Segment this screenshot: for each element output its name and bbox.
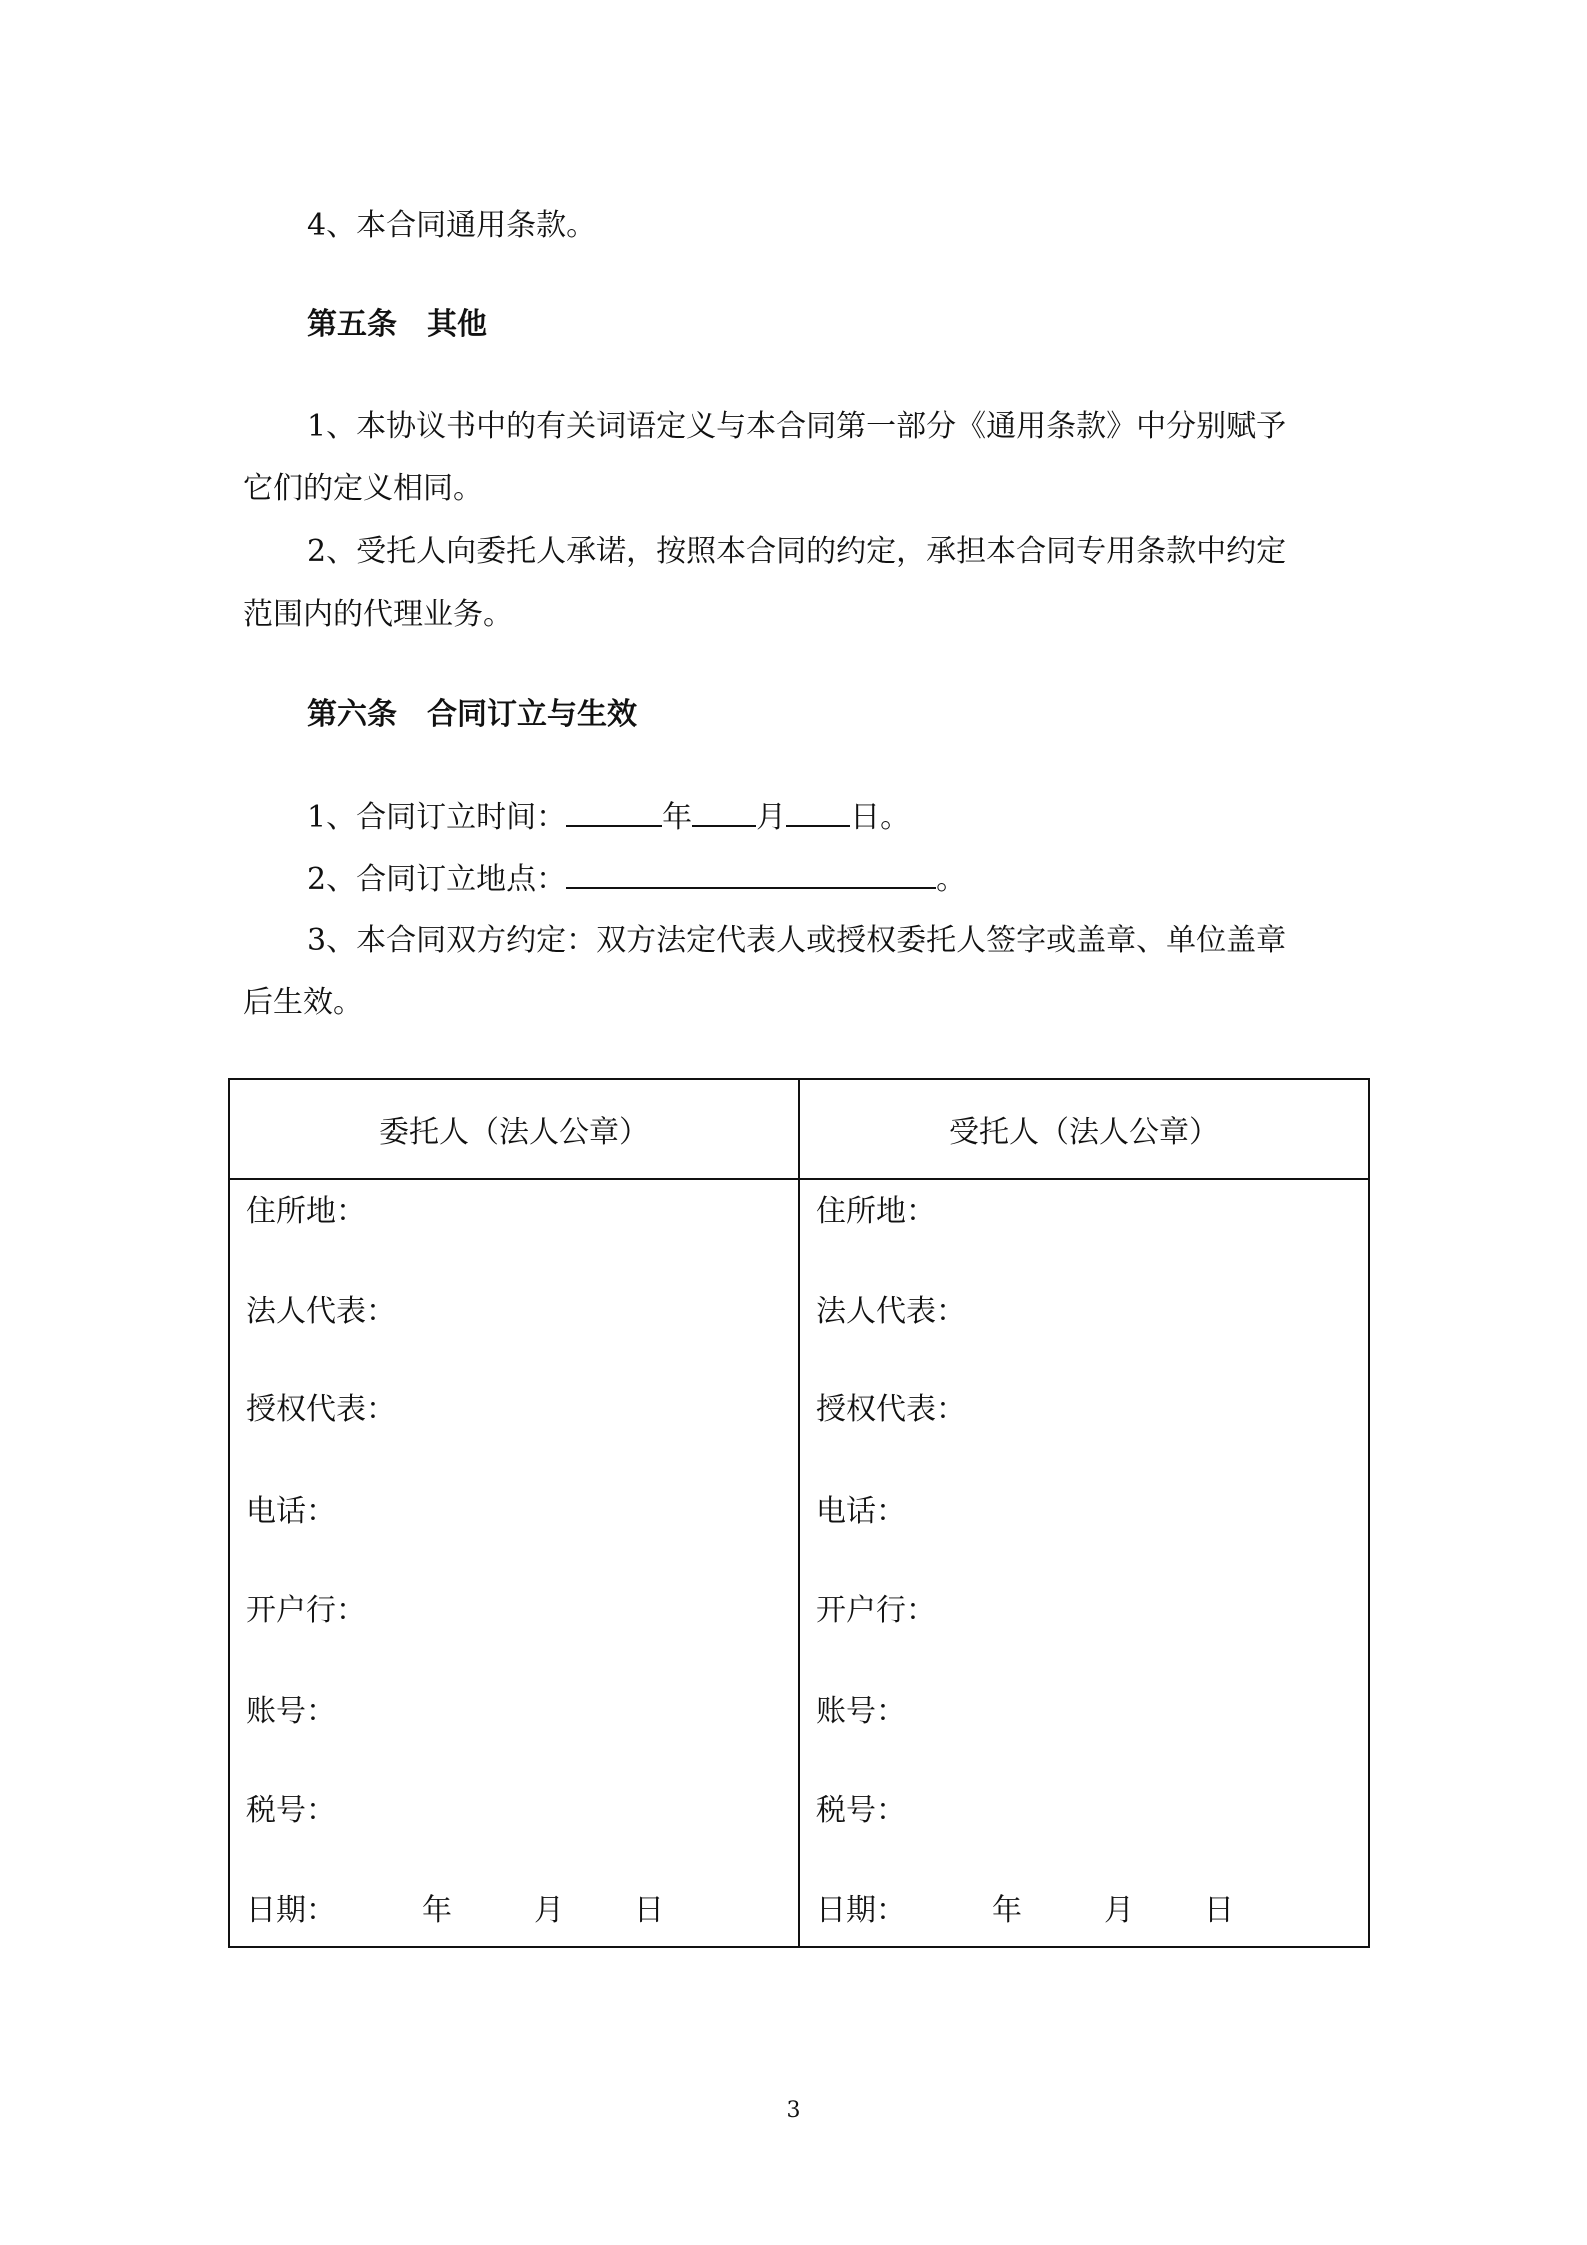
principal-info-cell xyxy=(229,1179,799,1947)
article-6-para-2 xyxy=(307,857,966,901)
agent-date-label: 日期： xyxy=(816,1893,906,1928)
article-6-para-3-line-1: 3、本合同双方约定：双方法定代表人或授权委托人签字或盖章、单位盖章 xyxy=(307,923,1287,958)
day-blank[interactable] xyxy=(786,795,850,827)
principal-date-month: 月 xyxy=(534,1893,564,1928)
place-suffix: 。 xyxy=(936,862,967,897)
agent-date-year: 年 xyxy=(992,1893,1022,1928)
agent-date-day: 日 xyxy=(1204,1893,1234,1928)
agent-account-label: 账号： xyxy=(816,1694,906,1729)
day-unit: 日。 xyxy=(850,800,911,835)
place-blank[interactable] xyxy=(566,857,936,889)
principal-bank-label: 开户行： xyxy=(246,1593,366,1628)
agent-header: 受托人（法人公章） xyxy=(799,1079,1369,1179)
principal-tax-id-label: 税号： xyxy=(246,1793,336,1828)
article-6-para-3-line-2: 后生效。 xyxy=(243,985,363,1020)
principal-date-label: 日期： xyxy=(246,1893,336,1928)
agent-legal-rep-label: 法人代表： xyxy=(816,1294,966,1329)
contract-place-label: 2、合同订立地点： xyxy=(307,862,567,897)
article-5-para-2-line-2: 范围内的代理业务。 xyxy=(243,597,513,632)
article-6-para-1 xyxy=(307,795,910,839)
principal-address-label: 住所地： xyxy=(246,1194,366,1229)
article-5-para-1-line-2: 它们的定义相同。 xyxy=(243,471,483,506)
principal-account-label: 账号： xyxy=(246,1694,336,1729)
agent-info-cell xyxy=(799,1179,1369,1947)
principal-legal-rep-label: 法人代表： xyxy=(246,1294,396,1329)
article-5-title: 第五条 其他 xyxy=(307,307,487,342)
principal-date-day: 日 xyxy=(634,1893,664,1928)
principal-authorized-rep-label: 授权代表： xyxy=(246,1392,396,1427)
principal-date-row xyxy=(246,1891,664,1931)
year-unit: 年 xyxy=(662,800,693,835)
agent-tax-id-label: 税号： xyxy=(816,1793,906,1828)
agent-date-month: 月 xyxy=(1104,1893,1134,1928)
page-number: 3 xyxy=(786,2098,801,2123)
month-blank[interactable] xyxy=(692,795,756,827)
article-5-para-2-line-1: 2、受托人向委托人承诺，按照本合同的约定，承担本合同专用条款中约定 xyxy=(307,534,1287,569)
principal-header: 委托人（法人公章） xyxy=(229,1079,799,1179)
agent-phone-label: 电话： xyxy=(816,1494,906,1529)
agent-authorized-rep-label: 授权代表： xyxy=(816,1392,966,1427)
agent-bank-label: 开户行： xyxy=(816,1593,936,1628)
article-5-para-1-line-1: 1、本协议书中的有关词语定义与本合同第一部分《通用条款》中分别赋予 xyxy=(307,409,1287,444)
clause-4-item-4: 4、本合同通用条款。 xyxy=(307,208,597,243)
agent-date-row xyxy=(816,1891,1234,1931)
article-6-title: 第六条 合同订立与生效 xyxy=(307,697,637,732)
signature-table xyxy=(228,1078,1370,1948)
year-blank[interactable] xyxy=(566,795,662,827)
principal-date-year: 年 xyxy=(422,1893,452,1928)
principal-phone-label: 电话： xyxy=(246,1494,336,1529)
agent-address-label: 住所地： xyxy=(816,1194,936,1229)
month-unit: 月 xyxy=(756,800,787,835)
contract-date-label: 1、合同订立时间： xyxy=(307,800,567,835)
